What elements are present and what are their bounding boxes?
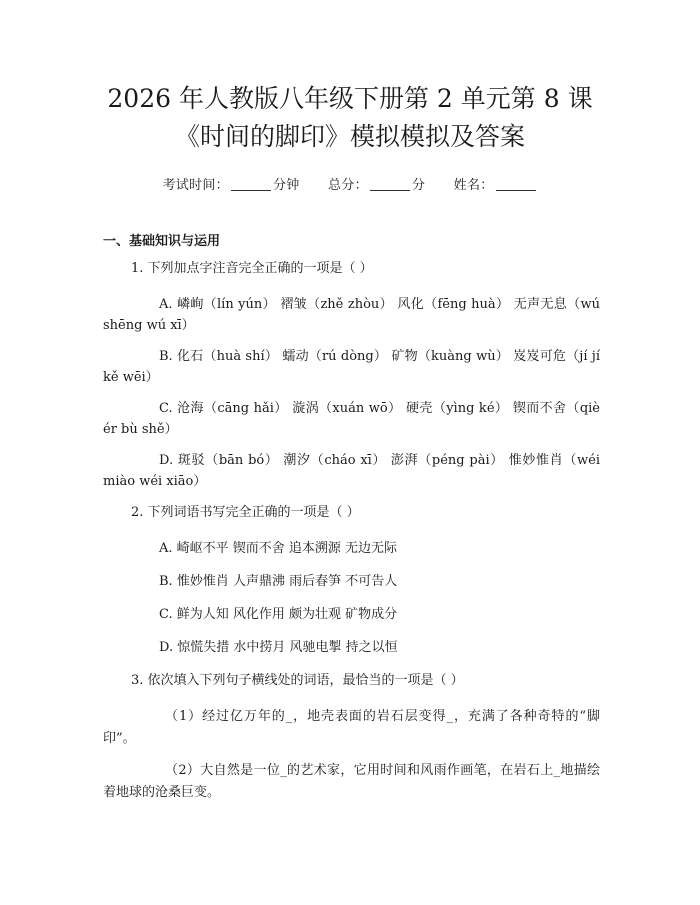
question-1-stem: 1. 下列加点字注音完全正确的一项是（ ）	[131, 261, 373, 276]
question-2-option-c: C. 鲜为人知 风化作用 颇为壮观 矿物成分	[159, 607, 398, 622]
question-list	[103, 258, 600, 814]
exam-info	[0, 174, 700, 193]
question-1-option-b: B. 化石（huà shí） 蠕动（rú dòng） 矿物（kuàng wù） 岌岌可危（jí jí kě wēi）	[103, 349, 600, 385]
title-line-1: 2026 年人教版八年级下册第 2 单元第 8 课	[107, 84, 593, 113]
question-2-option-a: A. 崎岖不平 锲而不舍 追本溯源 无边无际	[159, 541, 398, 556]
question-3-stem: 3. 依次填入下列句子横线处的词语，最恰当的一项是（ ）	[131, 673, 464, 688]
question-1-option-c: C. 沧海（cāng hǎi） 漩涡（xuán wō） 硬壳（yìng ké） 锲而不舍（qiè ér bù shě）	[103, 401, 600, 437]
name-blank[interactable]	[496, 177, 536, 191]
document-title	[0, 0, 700, 156]
total-score-unit: 分	[411, 178, 426, 193]
question-2-option-b: B. 惟妙惟肖 人声鼎沸 雨后春笋 不可告人	[159, 574, 398, 589]
exam-time-label: 考试时间：	[162, 178, 229, 193]
name-field	[454, 178, 538, 193]
total-score-blank[interactable]	[370, 177, 410, 191]
question-3-sentence-2: （2）大自然是一位_的艺术家，它用时间和风雨作画笔，在岩石上_地描绘着地球的沧桑巨变。	[103, 763, 600, 800]
total-score-label: 总分：	[328, 178, 368, 193]
title-line-2: 《时间的脚印》模拟模拟及答案	[174, 122, 525, 151]
name-label: 姓名：	[453, 178, 494, 193]
exam-time-unit: 分钟	[272, 178, 300, 193]
total-score-field	[328, 178, 425, 193]
question-2-stem: 2. 下列词语书写完全正确的一项是（ ）	[131, 505, 360, 520]
exam-time-field	[162, 178, 299, 193]
question-1-option-a: A. 嶙峋（lín yún） 褶皱（zhě zhòu） 风化（fēng huà） 无声无息（wú shēng wú xī）	[103, 297, 600, 333]
section-heading: 一、基础知识与运用	[103, 234, 221, 249]
question-3-sentence-1: （1）经过亿万年的_，地壳表面的岩石层变得_，充满了各种奇特的“脚印”。	[103, 709, 600, 746]
question-2-option-d: D. 惊慌失措 水中捞月 风驰电掣 持之以恒	[159, 640, 398, 655]
question-1-option-d: D. 斑驳（bān bó） 潮汐（cháo xī） 澎湃（péng pài） 惟妙惟肖（wéi miào wéi xiāo）	[103, 453, 600, 489]
exam-time-blank[interactable]	[231, 177, 271, 191]
